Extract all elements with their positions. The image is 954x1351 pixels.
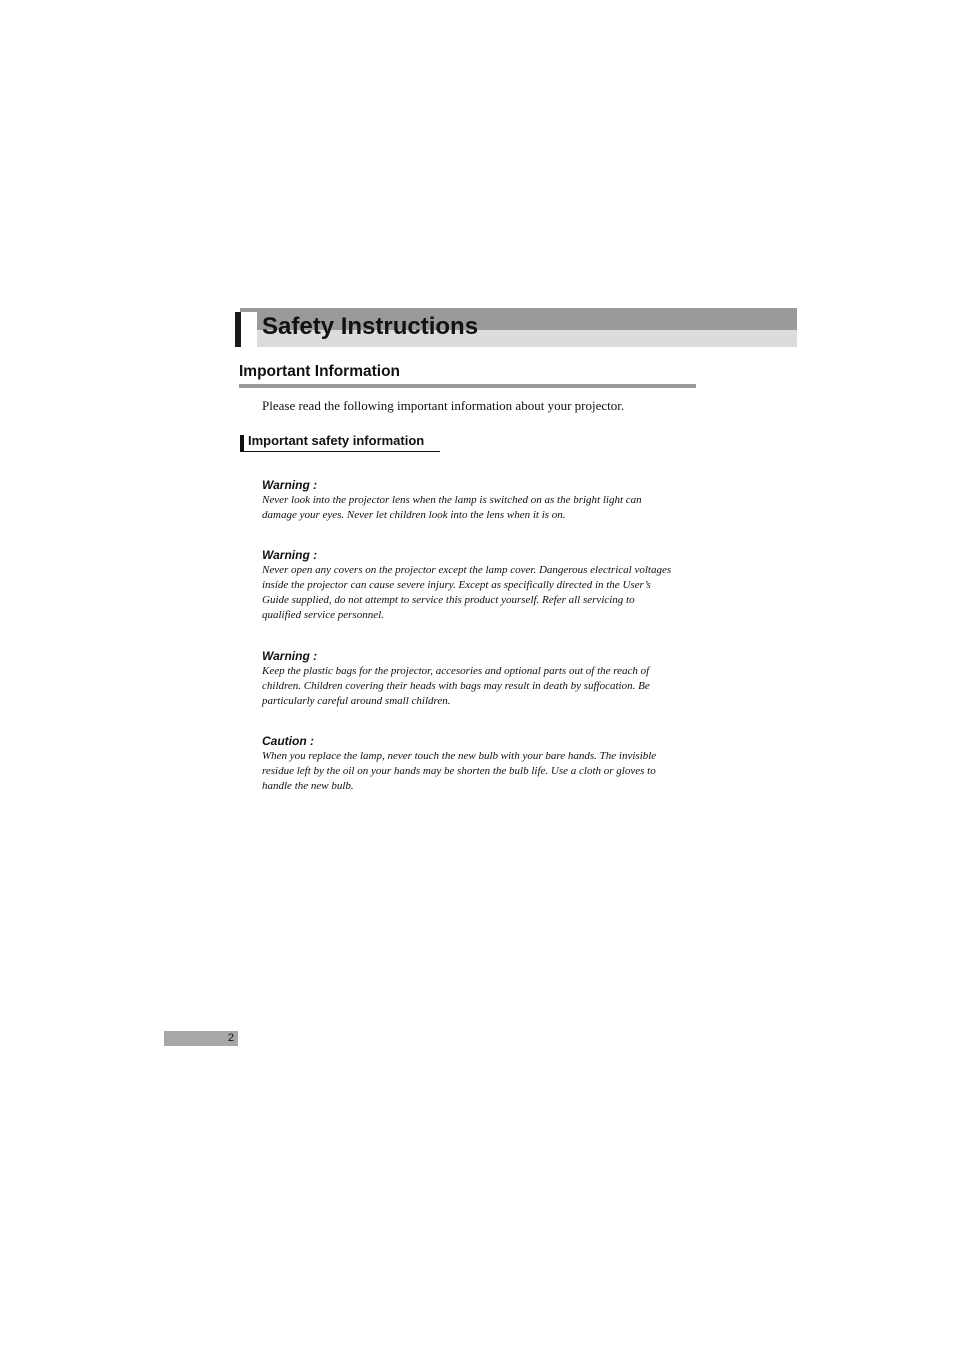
- subsection-heading: Important safety information: [248, 433, 425, 448]
- notice-label: Caution :: [262, 734, 314, 748]
- notice-label: Warning :: [262, 649, 318, 663]
- section-divider: [239, 384, 696, 388]
- title-banner-gap: [241, 312, 257, 347]
- notice-text: Never open any covers on the projector except the lamp cover. Dangerous electrical voltages inside the projector can cause severe injury. Except as specifically directed in the User’s Guide supplied, do not attempt to service this product yourself. Refer all servicing to qualified service personnel.: [262, 564, 672, 621]
- intro-paragraph: Please read the following important information about your projector.: [262, 398, 625, 413]
- notice-text: Keep the plastic bags for the projector, accesories and optional parts out of the reach of children. Children covering their heads with bags may result in death by suffocation. Be particularly careful around small children.: [262, 665, 650, 707]
- notice-label: Warning :: [262, 478, 318, 492]
- notice-text: Never look into the projector lens when the lamp is switched on as the bright light can damage your eyes. Never let children look into the lens when it is on.: [262, 494, 642, 521]
- notice-text: When you replace the lamp, never touch the new bulb with your bare hands. The invisible residue left by the oil on your hands may be shorten the bulb life. Use a cloth or gloves to handle the new bulb.: [262, 750, 657, 792]
- subsection-marker: [240, 435, 244, 452]
- warning-notice: [262, 477, 702, 523]
- warning-notice: [262, 547, 702, 623]
- section-heading: Important Information: [239, 363, 401, 380]
- warning-notice: [262, 648, 702, 709]
- caution-notice: [262, 733, 702, 794]
- page-number: 2: [227, 1032, 234, 1044]
- page-title: Safety Instructions: [262, 313, 479, 340]
- subsection-underline: [244, 451, 440, 452]
- notice-label: Warning :: [262, 548, 318, 562]
